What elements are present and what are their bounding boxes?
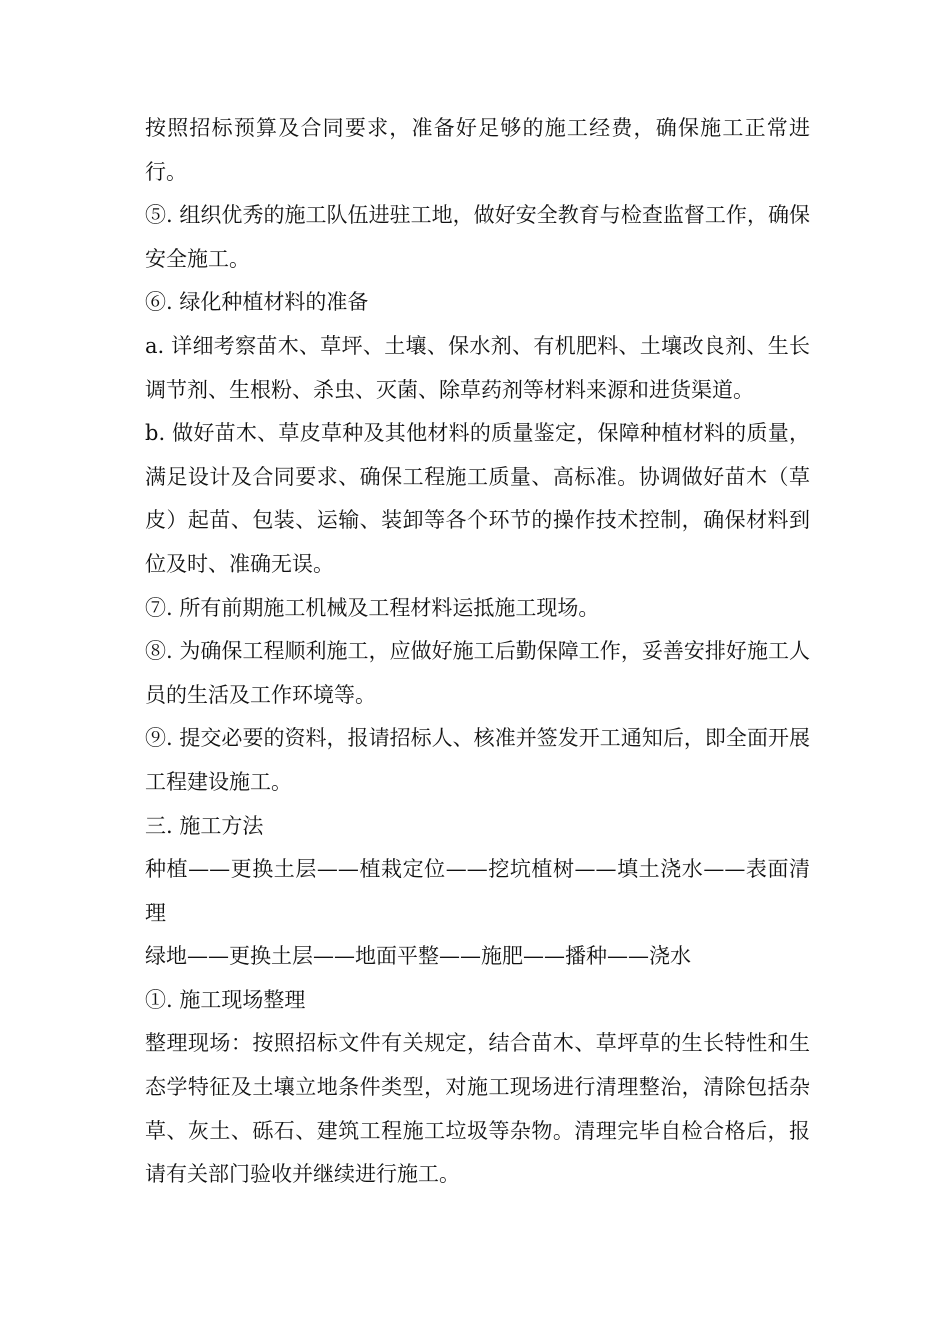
paragraph-item-9: ⑨. 提交必要的资料，报请招标人、核准并签发开工通知后，即全面开展工程建设施工。	[145, 726, 810, 794]
paragraph-item-6b: b. 做好苗木、草皮草种及其他材料的质量鉴定，保障种植材料的质量，满足设计及合同要求、确保工程施工质量、高标准。协调做好苗木（草皮）起苗、包装、运输、装卸等各个环节的操作技术控制，确保材料到位及时、准确无误。	[145, 421, 810, 576]
paragraph-item-7: ⑦. 所有前期施工机械及工程材料运抵施工现场。	[145, 595, 600, 620]
paragraph-funding: 按照招标预算及合同要求，准备好足够的施工经费，确保施工正常进行。	[145, 116, 810, 184]
process-flow-green-space: 绿地——更换土层——地面平整——施肥——播种——浇水	[145, 944, 691, 969]
paragraph-site-preparation: 整理现场：按照招标文件有关规定，结合苗木、草坪草的生长特性和生态学特征及土壤立地条件类型，对施工现场进行清理整治，清除包括杂草、灰土、砾石、建筑工程施工垃圾等杂物。清理完毕自检合格后，报请有关部门验收并继续进行施工。	[145, 1031, 810, 1187]
subheading-site-preparation: ①. 施工现场整理	[145, 987, 306, 1012]
document-body	[145, 107, 810, 1197]
paragraph-item-5: ⑤. 组织优秀的施工队伍进驻工地，做好安全教育与检查监督工作，确保安全施工。	[145, 203, 810, 271]
section-heading-construction-method: 三. 施工方法	[145, 813, 264, 838]
paragraph-item-6-heading: ⑥. 绿化种植材料的准备	[145, 290, 369, 315]
paragraph-item-8: ⑧. 为确保工程顺利施工，应做好施工后勤保障工作，妥善安排好施工人员的生活及工作环境等。	[145, 639, 810, 707]
paragraph-item-6a: a. 详细考察苗木、草坪、土壤、保水剂、有机肥料、土壤改良剂、生长调节剂、生根粉、杀虫、灭菌、除草药剂等材料来源和进货渠道。	[145, 333, 810, 402]
process-flow-planting: 种植——更换土层——植栽定位——挖坑植树——填土浇水——表面清理	[145, 857, 810, 925]
